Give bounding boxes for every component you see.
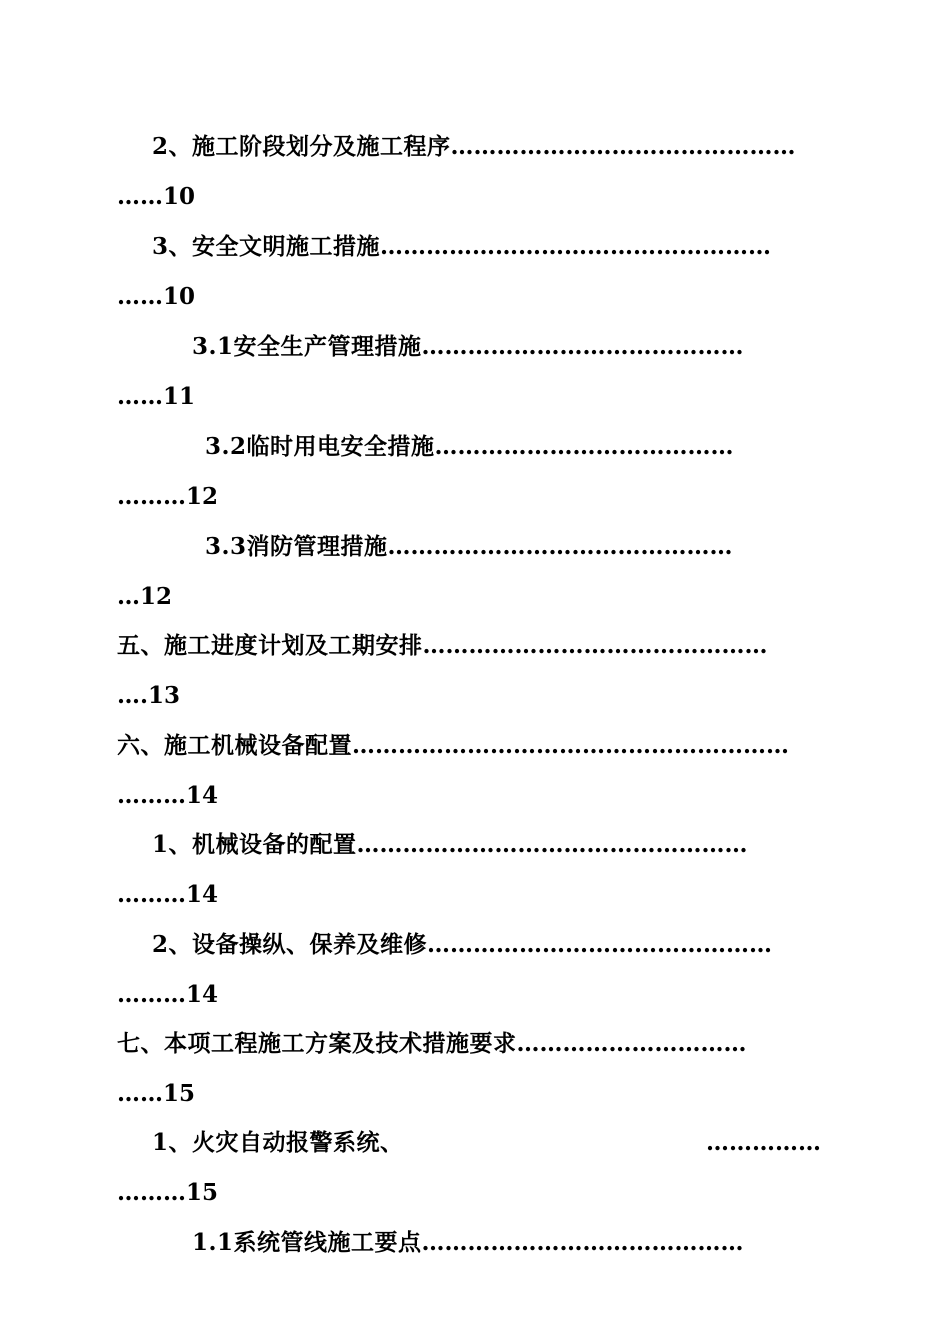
toc-entry[interactable] <box>152 825 832 865</box>
toc-entry[interactable] <box>192 1223 832 1263</box>
toc-entry-title: 六、施工机械设备配置 <box>117 732 352 759</box>
toc-entry-leader: …………………………………… <box>421 333 744 360</box>
toc-entry-page: ……15 <box>117 1080 196 1107</box>
toc-entry[interactable] <box>152 925 832 965</box>
toc-entry-page: ……11 <box>117 383 196 410</box>
toc-entry-page: ………12 <box>117 483 219 510</box>
toc-entry-title: 3.2临时用电安全措施 <box>205 433 435 460</box>
toc-entry-title: 3.3消防管理措施 <box>205 533 388 560</box>
toc-entry-page: ………14 <box>117 881 219 908</box>
toc-entry[interactable] <box>152 227 832 267</box>
toc-entry-title: 1、火灾自动报警系统、 <box>152 1129 404 1156</box>
toc-entry[interactable] <box>117 1024 832 1064</box>
toc-entry-leader: …………………………………………… <box>380 233 772 260</box>
toc-entry-page: ………14 <box>117 782 219 809</box>
toc-entry-leader: …………………………………………… <box>356 831 748 858</box>
toc-entry-title: 3.1安全生产管理措施 <box>192 333 422 360</box>
toc-entry-leader-gap <box>706 1123 832 1163</box>
toc-entry-leader: ……………………………………… <box>427 931 773 958</box>
toc-entry[interactable] <box>117 626 832 666</box>
toc-entry-page: ….13 <box>117 682 181 709</box>
toc-entry-page: ……10 <box>117 283 196 310</box>
toc-entry-title: 3、安全文明施工措施 <box>152 233 381 260</box>
toc-entry-page: ……10 <box>117 183 196 210</box>
toc-entry-leader: ……………………………………… <box>387 533 733 560</box>
toc-entry-title: 1.1系统管线施工要点 <box>192 1229 422 1256</box>
toc-entry[interactable] <box>205 527 832 567</box>
toc-entry-leader: ……………………………………… <box>450 133 796 160</box>
toc-entry-title: 七、本项工程施工方案及技术措施要求 <box>117 1030 517 1057</box>
toc-entry-leader: ………………………………… <box>434 433 734 460</box>
toc-entry[interactable] <box>152 127 832 167</box>
toc-entry[interactable] <box>205 427 832 467</box>
toc-entry[interactable] <box>117 726 832 766</box>
toc-entry-leader: ………………………………………………… <box>352 732 789 759</box>
toc-entry-leader: …………………………………… <box>421 1229 744 1256</box>
toc-entry-leader: ……………………………………… <box>422 632 768 659</box>
toc-entry-page: …12 <box>117 583 173 610</box>
toc-entry-title: 2、施工阶段划分及施工程序 <box>152 133 451 160</box>
toc-entry-leader: ………………………… <box>516 1030 747 1057</box>
toc-entry-title: 2、设备操纵、保养及维修 <box>152 931 428 958</box>
toc-entry-title: 1、机械设备的配置 <box>152 831 357 858</box>
toc-entry-page: ………14 <box>117 981 219 1008</box>
toc-entry[interactable] <box>192 327 832 367</box>
toc-entry-title: 五、施工进度计划及工期安排 <box>117 632 423 659</box>
toc-entry-page: ………15 <box>117 1179 219 1206</box>
toc-entry-leader: …………… <box>706 1129 821 1156</box>
